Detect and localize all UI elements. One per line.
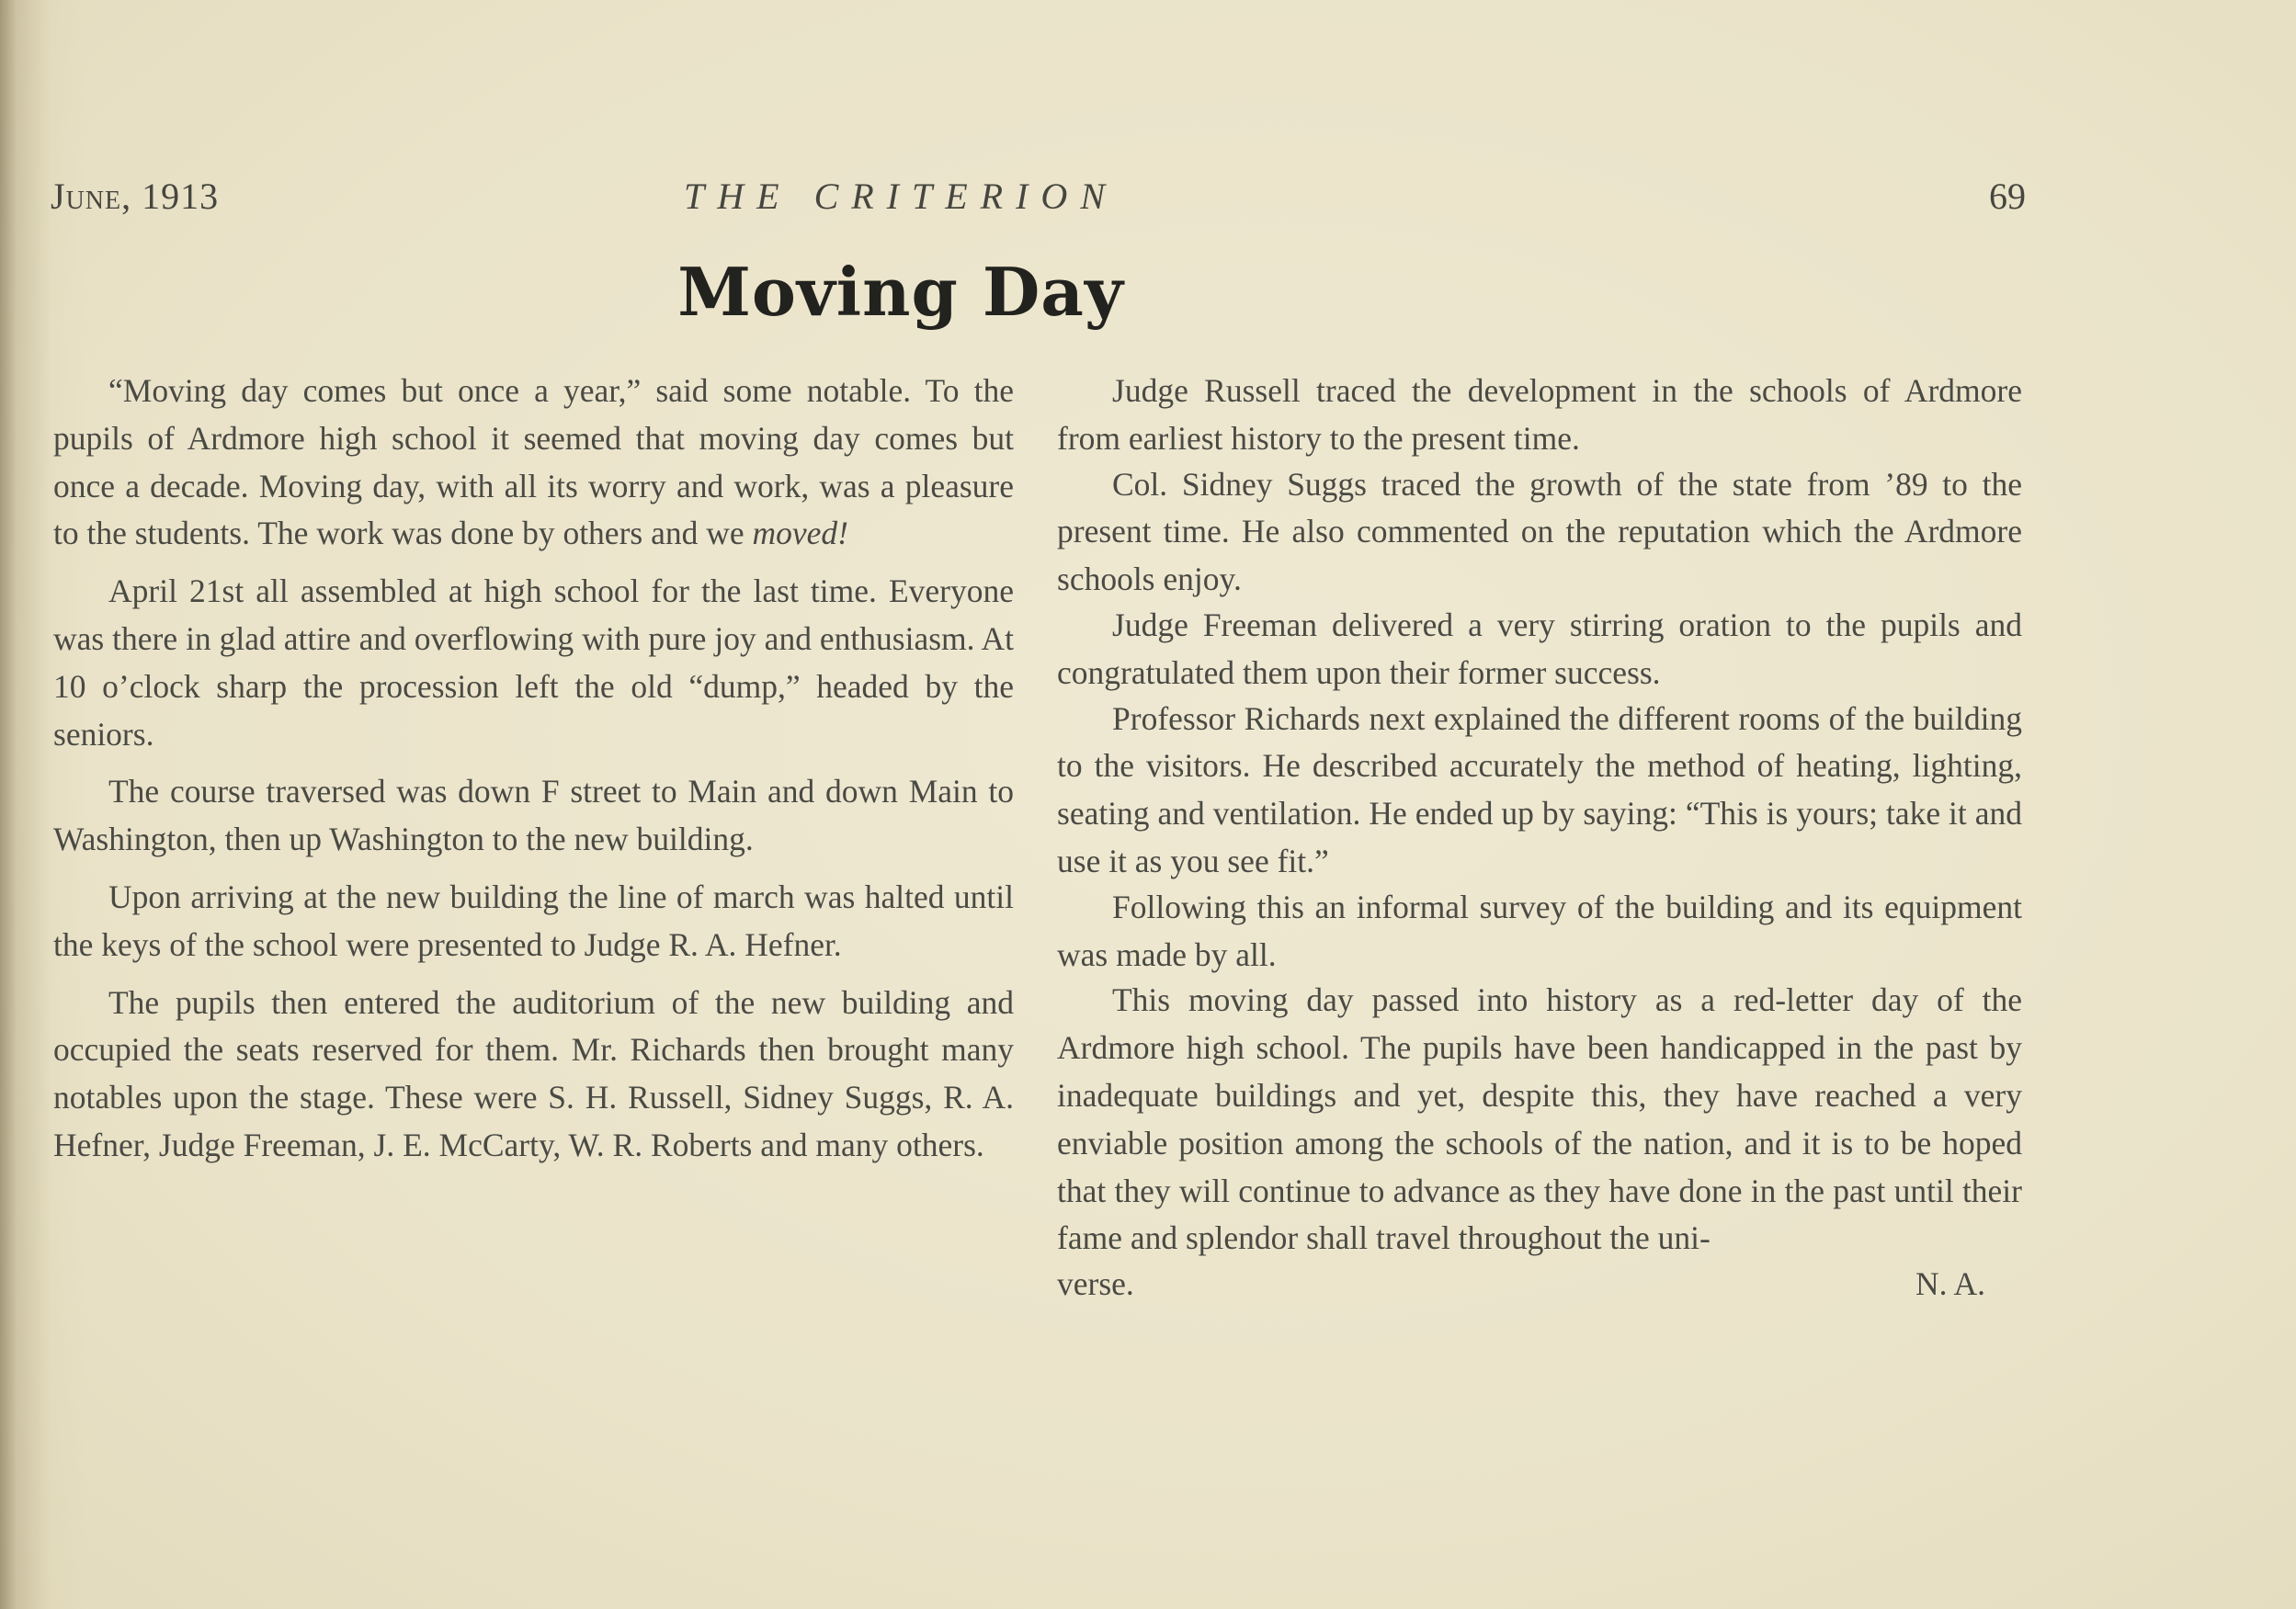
page-number: 69 (1989, 176, 2026, 217)
author-signature: N. A. (1915, 1265, 1985, 1303)
right-column (1057, 368, 2022, 1309)
paragraph: April 21st all assembled at high school for the last time. Everyone was there in glad attire and overflowing with pure joy and enthusiasm. At 10 o’clock sharp the procession left the old “dump,” headed by the seniors. (53, 572, 1014, 753)
paragraph: Following this an informal survey of the building and its equipment was made by all. (1057, 888, 2022, 973)
emphasized-text: moved! (752, 515, 848, 552)
paragraph: This moving day passed into history as a red-letter day of the Ardmore high school. The pupils have been handicapped in the past by inadequate buildings and yet, despite this, they have reached a very enviable position among the schools of the nation, and it is to be hoped that they will continue to advance as they have done in the past until their fame and splendor shall travel throughout the uni- (1057, 981, 2022, 1257)
paragraph: Upon arriving at the new building the line of march was halted until the keys of the school were presented to Judge R. A. Hefner. (53, 878, 1014, 963)
paragraph (53, 368, 1014, 558)
paragraph: The pupils then entered the auditorium of the new building and occupied the seats reserved for them. Mr. Richards then brought many notables upon the stage. These were S. H. Russell, Sidney Suggs, R. A. Hefner, Judge Freeman, J. E. McCarty, W. R. Roberts and many others. (53, 983, 1014, 1163)
paragraph-text: “Moving day comes but once a year,” said some notable. To the pupils of Ardmore high school it seemed that moving day comes but once a decade. Moving day, with all its worry and work, was a pleasure to the students. The work was done by others and we (53, 372, 1014, 552)
paragraph: Judge Freeman delivered a very stirring oration to the pupils and congratulated them upon their former success. (1057, 606, 2022, 691)
issue-date: June, 1913 (51, 176, 220, 217)
paragraph: Col. Sidney Suggs traced the growth of the state from ’89 to the present time. He also commented on the reputation which the Ardmore schools enjoy. (1057, 465, 2022, 598)
paragraph: Judge Russell traced the development in the schools of Ardmore from earliest history to the present time. (1057, 372, 2022, 457)
final-word: verse. (1057, 1265, 1134, 1303)
closing-line (1057, 1261, 2022, 1309)
left-column (53, 368, 1014, 1180)
article-title: Moving Day (677, 253, 1124, 331)
paragraph: The course traversed was down F street to Main and down Main to Washington, then up Washington to the new building. (53, 773, 1014, 858)
paragraph: Professor Richards next explained the different rooms of the building to the visitors. He described accurately the method of heating, lighting, seating and ventilation. He ended up by saying: “This is yours; take it and use it as you see fit.” (1057, 699, 2022, 879)
journal-title: THE CRITERION (684, 176, 1118, 217)
